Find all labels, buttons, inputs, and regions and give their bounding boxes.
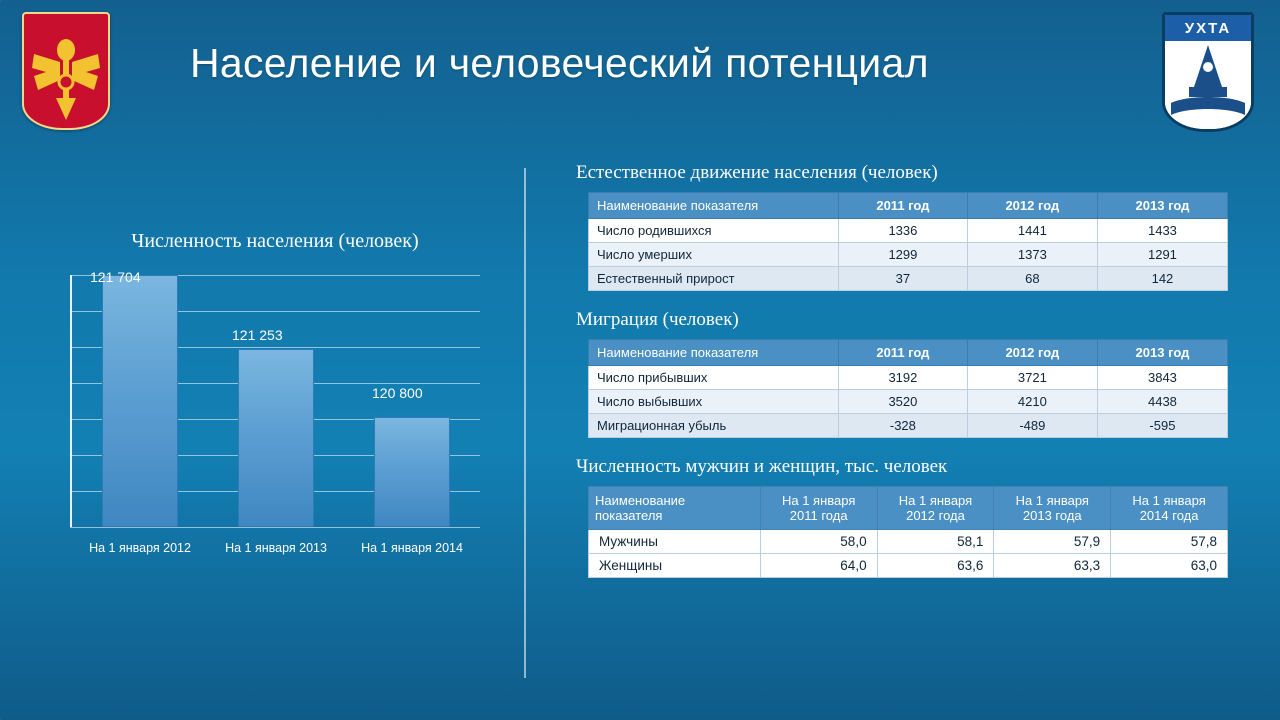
table-cell: 1433	[1097, 219, 1227, 243]
table-header-cell: На 1 января 2013 года	[994, 487, 1111, 530]
table-migration	[588, 339, 1228, 438]
table-cell: 37	[839, 267, 968, 291]
table-cell: Число умерших	[589, 243, 839, 267]
section-natural-movement	[560, 162, 1260, 291]
tables-panel	[560, 162, 1260, 596]
chart-bar-group	[219, 275, 333, 527]
chart-bar	[238, 349, 314, 527]
komi-coat-of-arms-icon	[22, 12, 110, 130]
table-cell: -595	[1097, 414, 1227, 438]
table-cell: 63,3	[994, 554, 1111, 578]
table-cell: 1373	[967, 243, 1097, 267]
table-cell: 1336	[839, 219, 968, 243]
table-cell: 58,1	[877, 530, 994, 554]
table-cell: 58,0	[760, 530, 877, 554]
section-migration	[560, 309, 1260, 438]
table-header-cell: Наименование показателя	[589, 340, 839, 366]
table-header-cell: 2012 год	[967, 193, 1097, 219]
chart-bar-value: 120 800	[372, 385, 423, 401]
section-title: Численность мужчин и женщин, тыс. человек	[576, 456, 948, 477]
table-header-row	[589, 340, 1228, 366]
population-bar-chart	[40, 230, 510, 555]
table-row	[589, 414, 1228, 438]
table-row	[589, 554, 1228, 578]
table-cell: -328	[839, 414, 968, 438]
table-natural-movement	[588, 192, 1228, 291]
table-cell: 63,6	[877, 554, 994, 578]
chart-bar-value: 121 253	[232, 327, 283, 343]
chart-gridline	[70, 527, 480, 528]
table-cell: 4210	[967, 390, 1097, 414]
table-header-cell: 2011 год	[839, 340, 968, 366]
ukhta-banner-text: УХТА	[1165, 15, 1251, 41]
chart-bar-value: 121 704	[90, 269, 141, 285]
table-cell: 4438	[1097, 390, 1227, 414]
table-row	[589, 267, 1228, 291]
chart-bar-group	[83, 269, 197, 527]
table-cell: 142	[1097, 267, 1227, 291]
page-title: Население и человеческий потенциал	[190, 40, 929, 86]
table-row	[589, 366, 1228, 390]
chart-bar	[102, 275, 178, 527]
table-row	[589, 219, 1228, 243]
section-men-women	[560, 456, 1260, 578]
chart-category-label: На 1 января 2014	[361, 541, 463, 555]
chart-category-label: На 1 января 2013	[225, 541, 327, 555]
table-cell: Естественный прирост	[589, 267, 839, 291]
table-header-cell: 2012 год	[967, 340, 1097, 366]
table-row	[589, 243, 1228, 267]
table-cell: 3520	[839, 390, 968, 414]
table-cell: Женщины	[589, 554, 761, 578]
table-cell: 3843	[1097, 366, 1227, 390]
table-cell: 1291	[1097, 243, 1227, 267]
section-title: Миграция (человек)	[576, 309, 739, 330]
table-cell: Мужчины	[589, 530, 761, 554]
table-row	[589, 530, 1228, 554]
table-cell: 64,0	[760, 554, 877, 578]
table-cell: Число родившихся	[589, 219, 839, 243]
table-header-cell: 2013 год	[1097, 193, 1227, 219]
table-cell: 3721	[967, 366, 1097, 390]
table-cell: -489	[967, 414, 1097, 438]
table-cell: 63,0	[1111, 554, 1228, 578]
table-cell: Число выбывших	[589, 390, 839, 414]
vertical-divider	[524, 168, 526, 678]
table-cell: 68	[967, 267, 1097, 291]
table-cell: Число прибывших	[589, 366, 839, 390]
table-row	[589, 390, 1228, 414]
section-title: Естественное движение населения (человек)	[576, 162, 938, 183]
slide-header	[0, 0, 1280, 148]
chart-bar	[374, 417, 450, 527]
chart-category-label: На 1 января 2012	[89, 541, 191, 555]
chart-plot-area	[70, 269, 480, 527]
table-header-cell: Наименование показателя	[589, 487, 761, 530]
table-header-cell: На 1 января 2014 года	[1111, 487, 1228, 530]
ukhta-coat-of-arms-icon	[1162, 12, 1254, 132]
chart-category-labels	[72, 541, 480, 555]
table-header-row	[589, 193, 1228, 219]
table-cell: 1299	[839, 243, 968, 267]
table-header-cell: Наименование показателя	[589, 193, 839, 219]
table-cell: 57,8	[1111, 530, 1228, 554]
table-header-cell: 2013 год	[1097, 340, 1227, 366]
table-cell: 57,9	[994, 530, 1111, 554]
ukhta-shield-body	[1165, 41, 1251, 129]
chart-title: Численность населения (человек)	[131, 230, 419, 252]
table-header-cell: На 1 января 2012 года	[877, 487, 994, 530]
table-cell: 3192	[839, 366, 968, 390]
chart-bar-group	[355, 275, 469, 527]
table-header-cell: 2011 год	[839, 193, 968, 219]
table-header-cell: На 1 января 2011 года	[760, 487, 877, 530]
table-cell: 1441	[967, 219, 1097, 243]
table-header-row	[589, 487, 1228, 530]
chart-bars	[72, 269, 480, 527]
table-men-women	[588, 486, 1228, 578]
table-cell: Миграционная убыль	[589, 414, 839, 438]
